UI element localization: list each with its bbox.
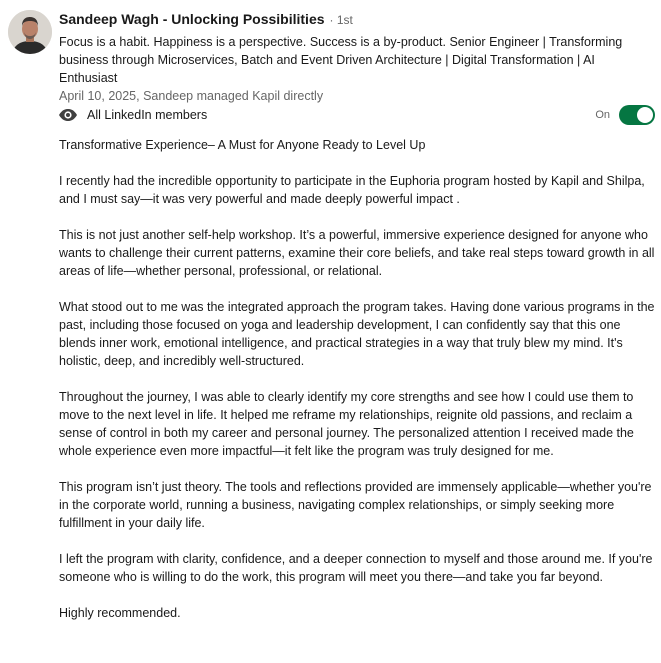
visibility-toggle-group	[595, 105, 655, 125]
recommendation-paragraph: I left the program with clarity, confidence, and a deeper connection to myself and those around me. If you're someone who is willing to do the work, this program will meet you there—and take you far beyond.	[59, 552, 653, 584]
visibility-row	[58, 104, 655, 126]
avatar[interactable]	[8, 10, 52, 54]
profile-photo	[8, 10, 52, 54]
recommendation-text	[59, 136, 655, 640]
recommendation-paragraph: What stood out to me was the integrated approach the program takes. Having done various programs in the past, including those focused on yoga and leadership development, I can confidently say that this one blends inner work, emotional intelligence, and practical strategies in a way that truly blew my mind. It's holistic, deep, and incredibly well-structured.	[59, 300, 655, 368]
recommendation-paragraph: Throughout the journey, I was able to clearly identify my core strengths and see how I could use them to move to the next level in life. It helped me reframe my relationships, reignite old passions, and reclaim a sense of control in both my career and personal journey. The personalized attention I received made the whole experience even more impactful—it felt like the program was truly designed for me.	[59, 390, 634, 458]
recommendation-header	[59, 11, 655, 105]
author-headline: Focus is a habit. Happiness is a perspective. Success is a by-product. Senior Engineer | Transforming business through Microservices, Batch and Event Driven Architecture | Digital Transformation | AI Enthusiast	[59, 35, 623, 85]
toggle-state-label: On	[595, 109, 610, 121]
eye-icon	[58, 108, 78, 122]
connection-degree: · 1st	[329, 13, 353, 27]
visibility-toggle[interactable]	[619, 105, 655, 125]
author-name[interactable]: Sandeep Wagh - Unlocking Possibilities	[59, 11, 325, 27]
recommendation-closing: Highly recommended.	[59, 606, 181, 620]
recommendation-paragraph: This program isn’t just theory. The tools and reflections provided are immensely applicable—whether you're in the corporate world, running a business, navigating complex relationships, or simply seeking more fulfillment in your daily life.	[59, 480, 652, 530]
toggle-knob	[637, 107, 653, 123]
recommendation-paragraph: This is not just another self-help workshop. It’s a powerful, immersive experience designed for anyone who wants to challenge their current patterns, examine their core beliefs, and take real steps toward growth in all areas of life—whether personal, professional, or relational.	[59, 228, 655, 278]
visibility-label: All LinkedIn members	[87, 108, 208, 122]
recommendation-paragraph: I recently had the incredible opportunity to participate in the Euphoria program hosted by Kapil and Shilpa, and I must say—it was very powerful and made deeply powerful impact .	[59, 174, 645, 206]
recommendation-date: April 10, 2025, Sandeep managed Kapil directly	[59, 89, 324, 103]
recommendation-title: Transformative Experience– A Must for Anyone Ready to Level Up	[59, 138, 426, 152]
